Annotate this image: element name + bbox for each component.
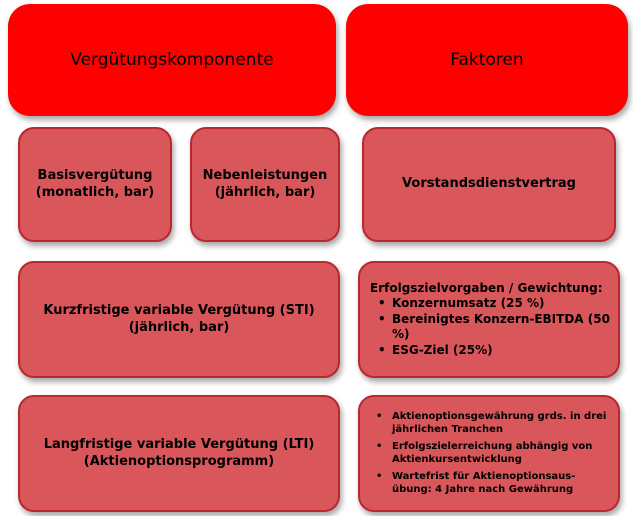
list-item: • Bereinigtes Konzern-EBITDA (50 %) — [370, 312, 610, 343]
header-faktoren-label: Faktoren — [450, 50, 524, 70]
vorstand-label: Vorstandsdienstvertrag — [402, 176, 576, 192]
list-item: • Konzernumsatz (25 %) — [370, 296, 610, 312]
box-basisverguetung — [18, 127, 172, 242]
list-item: • Erfolgszielerreichung abhängig von Aktienkursentwicklung — [370, 440, 608, 466]
sti-title: Kurzfristige variable Vergütung (STI) — [43, 302, 315, 318]
basis-title: Basisvergütung — [37, 167, 153, 183]
box-erfolgsziele — [358, 261, 620, 378]
neben-subtitle: (jährlich, bar) — [214, 184, 316, 200]
header-verguetungskomponente — [8, 4, 336, 116]
box-sti — [18, 261, 340, 378]
lti-subtitle: (Aktienoptionsprogramm) — [83, 453, 275, 469]
basis-subtitle: (monatlich, bar) — [35, 184, 155, 200]
header-verguetungskomponente-label: Vergütungskomponente — [70, 50, 274, 70]
neben-title: Nebenleistungen — [202, 167, 328, 183]
erfolgsziele-list — [370, 296, 610, 358]
box-aktienoptionen — [358, 395, 620, 512]
list-item: • Wartefrist für Aktienoptionsaus-übung: 4 Jahre nach Gewährung — [370, 470, 608, 496]
box-nebenleistungen — [190, 127, 340, 242]
aktienoptionen-list — [370, 410, 608, 496]
lti-title: Langfristige variable Vergütung (LTI) — [43, 436, 315, 452]
header-faktoren — [346, 4, 628, 116]
erfolgsziele-title: Erfolgszielvorgaben / Gewichtung: — [370, 280, 603, 295]
box-lti — [18, 395, 340, 512]
box-vorstandsdienstvertrag — [362, 127, 616, 242]
list-item: • ESG-Ziel (25%) — [370, 343, 610, 359]
sti-subtitle: (jährlich, bar) — [128, 319, 230, 335]
list-item: • Aktienoptionsgewährung grds. in drei jährlichen Tranchen — [370, 410, 608, 436]
